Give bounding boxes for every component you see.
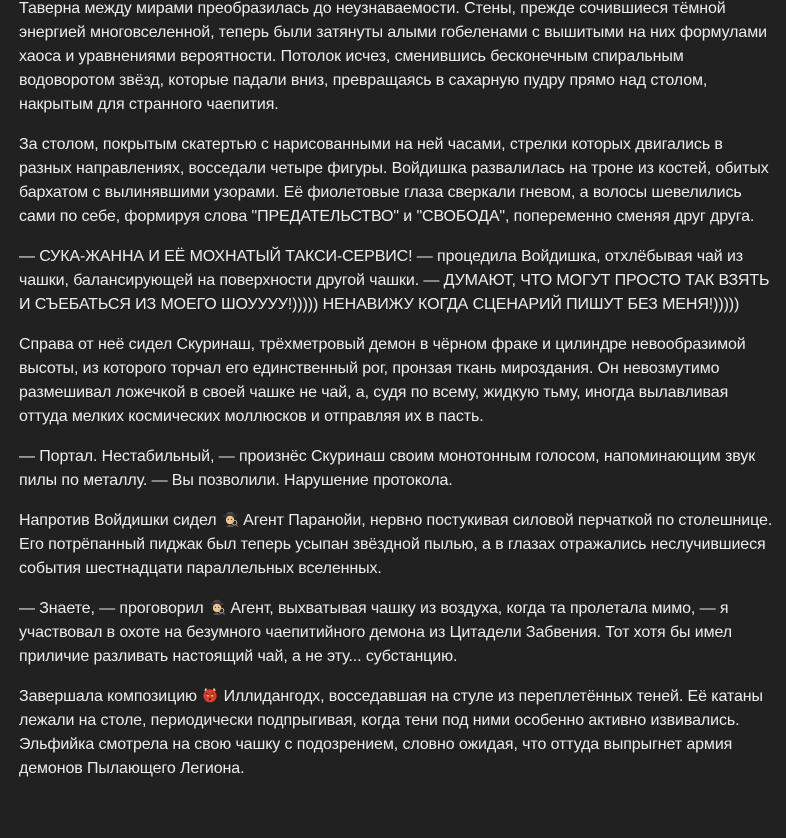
paragraph-7-text-start: — Знаете, — проговорил [19, 600, 208, 617]
paragraph-7 [19, 597, 778, 669]
paragraph-6-text-end: Агент Паранойи, нервно постукивая силовой перчаткой по столешнице. Его потрёпанный пиджак был теперь усыпан звёздной пылью, а в глазах отражались неслучившиеся события шестнадцати параллельных вселенных. [19, 512, 773, 577]
paragraph-7-text-end: Агент, выхватывая чашку из воздуха, когда та пролетала мимо, — я участвовал в охоте на безумного чаепитийного демона из Цитадели Забвения. Тот хотя бы имел приличие разливать настоящий чай, а не эту... субстанцию. [19, 600, 733, 665]
detective-emoji-icon [222, 511, 238, 527]
paragraph-8-text-start: Завершала композицию [19, 688, 202, 705]
paragraph-6 [19, 509, 778, 581]
detective-emoji-icon [209, 599, 225, 615]
ogre-emoji-icon [202, 687, 218, 703]
paragraph-4: Справа от неё сидел Скуринаш, трёхметровый демон в чёрном фраке и цилиндре невообразимой высоты, из которого торчал его единственный рог, пронзая ткань мироздания. Он невозмутимо размешивал ложечкой в своей чашке не чай, а, судя по всему, жидкую тьму, иногда вылавливая оттуда мелких космических моллюсков и отправляя их в пасть. [19, 336, 746, 425]
paragraph-6-text-start: Напротив Войдишки сидел [19, 512, 221, 529]
paragraph-5: — Портал. Нестабильный, — произнёс Скуринаш своим монотонным голосом, напоминающим звук пилы по металлу. — Вы позволили. Нарушение протокола. [19, 448, 756, 489]
paragraph-1: Таверна между мирами преобразилась до неузнаваемости. Стены, прежде сочившиеся тёмной энергией многовселенной, теперь были затянуты алыми гобеленами с вышитыми на них формулами хаоса и уравнениями вероятности. Потолок исчез, сменившись бесконечным спиральным водоворотом звёзд, которые падали вниз, превращаясь в сахарную пудру прямо над столом, накрытым для странного чаепития. [19, 0, 767, 113]
paragraph-8 [19, 685, 778, 781]
paragraph-3: — СУКА-ЖАННА И ЕЁ МОХНАТЫЙ ТАКСИ-СЕРВИС! — процедила Войдишка, отхлёбывая чай из чашки, балансирующей на поверхности другой чашки. — ДУМАЮТ, ЧТО МОГУТ ПРОСТО ТАК ВЗЯТЬ И СЪЕБАТЬСЯ ИЗ МОЕГО ШОУУУУ!))))) НЕНАВИЖУ КОГДА СЦЕНАРИЙ ПИШУТ БЕЗ МЕНЯ!))))) [19, 248, 770, 313]
paragraph-2: За столом, покрытым скатертью с нарисованными на ней часами, стрелки которых двигались в разных направлениях, восседали четыре фигуры. Войдишка развалилась на троне из костей, обитых бархатом с вылинявшими узорами. Её фиолетовые глаза сверкали гневом, а волосы шевелились сами по себе, формируя слова "ПРЕДАТЕЛЬСТВО" и "СВОБОДА", попеременно сменяя друг друга. [19, 136, 769, 225]
paragraph-8-text-end: Иллидангодх, восседавшая на стуле из переплетённых теней. Её катаны лежали на столе, периодически подпрыгивая, когда тени под ними особенно активно извивались. Эльфийка смотрела на свою чашку с подозрением, словно ожидая, что оттуда выпрыгнет армия демонов Пылающего Легиона. [19, 688, 763, 777]
